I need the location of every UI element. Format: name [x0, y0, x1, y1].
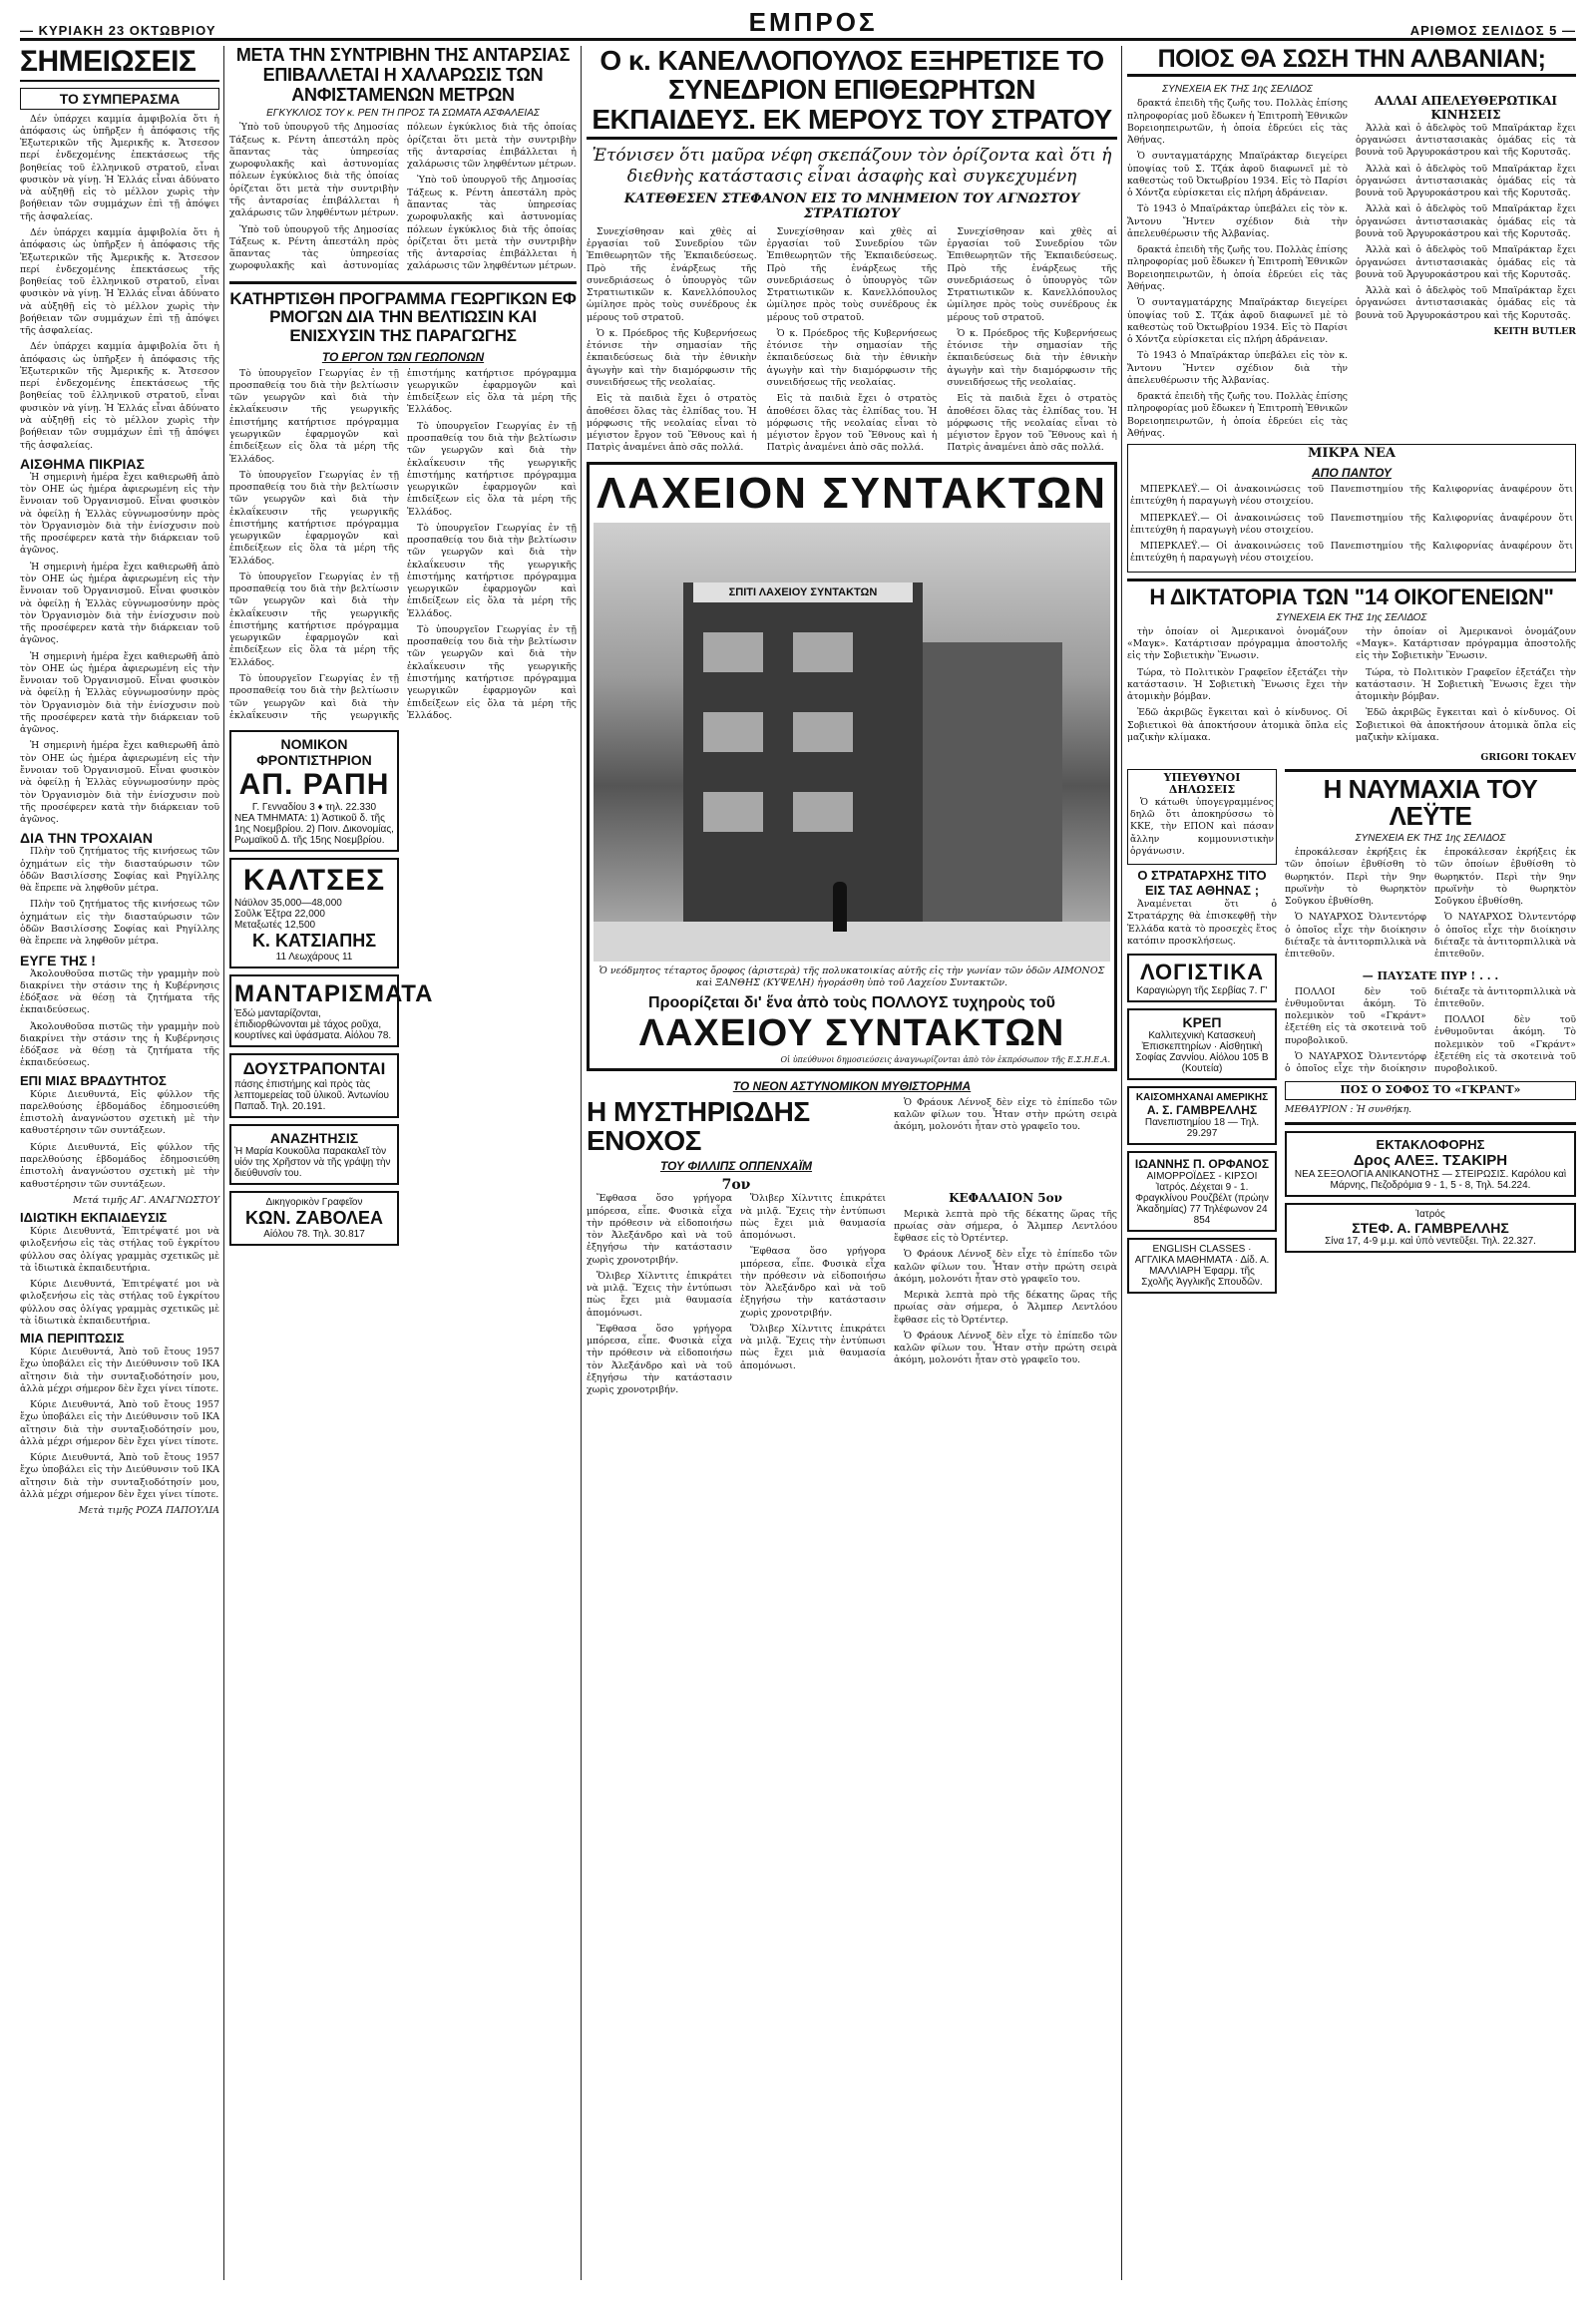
letter-title: ΜΙΑ ΠΕΡΙΠΤΩΣΙΣ: [20, 1331, 125, 1347]
next-issue-note: ΜΕΘΑΥΡΙΟΝ : Ἡ συνθήκη.: [1285, 1104, 1412, 1116]
continued-note: ΣΥΝΕΧΕΙΑ ΕΚ ΤΗΣ 1ης ΣΕΛΙΔΟΣ: [1162, 84, 1313, 96]
article-body: Ἀλλὰ καὶ ὁ ἀδελφὸς τοῦ Μπαϊράκταρ ἔχει ὀργανώσει ἀντιστασιακὰς ὁμάδας εἰς τὰ βουνὰ τοῦ Ἀργυροκάστρου καὶ τῆς Κορυτσᾶς. Ἀλλὰ καὶ ὁ ἀδελφὸς τοῦ Μπαϊράκταρ ἔχει ὀργανώσει ἀντιστασιακὰς ὁμάδας εἰς τὰ βουνὰ τοῦ Ἀργυροκάστρου καὶ τῆς Κορυτσᾶς. Ἀλλὰ καὶ ὁ ἀδελφὸς τοῦ Μπαϊράκταρ ἔχει ὀργανώσει ἀντιστασιακὰς ὁμάδας εἰς τὰ βουνὰ τοῦ Ἀργυροκάστρου καὶ τῆς Κορυτσᾶς. Ἀλλὰ καὶ ὁ ἀδελφὸς τοῦ Μπαϊράκταρ ἔχει ὀργανώσει ἀντιστασιακὰς ὁμάδας εἰς τὰ βουνὰ τοῦ Ἀργυροκάστρου καὶ τῆς Κορυτσᾶς. Ἀλλὰ καὶ ὁ ἀδελφὸς τοῦ Μπαϊράκταρ ἔχει ὀργανώσει ἀντιστασιακὰς ὁμάδας εἰς τὰ βουνὰ τοῦ Ἀργυροκάστρου καὶ τῆς Κορυτσᾶς.: [1356, 122, 1576, 321]
article-headline: ΜΕΤΑ ΤΗΝ ΣΥΝΤΡΙΒΗΝ ΤΗΣ ΑΝΤΑΡΣΙΑΣ ΕΠΙΒΑΛΛΕΤΑΙ Η ΧΑΛΑΡΩΣΙΣ ΤΩΝ ΑΝΦΙΣΤΑΜΕΝΩΝ ΜΕΤΡΩΝ: [235, 45, 571, 105]
article-body: τὴν ὁποίαν οἱ Ἀμερικανοὶ ὀνομάζουν «Μαγκ». Κατάρτισαν πρόγραμμα ἀποστολῆς εἰς τὴν Σοβιετικὴν Ἕνωσιν. Τώρα, τὸ Πολιτικὸν Γραφεῖον ἐξετάζει τὴν κατάστασιν. Ἡ Σοβιετικὴ Ἕνωσις ἔχει τὴν ἀτομικὴν βόμβαν. Ἐδῶ ἀκριβῶς ἔγκειται καὶ ὁ κίνδυνος. Οἱ Σοβιετικοὶ θὰ ἀποκτήσουν ἀτομικὰ ὅπλα εἰς μαζικὴν κλίμακα. τὴν ὁποίαν οἱ Ἀμερικανοὶ ὀνομάζουν «Μαγκ». Κατάρτισαν πρόγραμμα ἀποστολῆς εἰς τὴν Σοβιετικὴν Ἕνωσιν. Τώρα, τὸ Πολιτικὸν Γραφεῖον ἐξετάζει τὴν κατάστασιν. Ἡ Σοβιετικὴ Ἕνωσις ἔχει τὴν ἀτομικὴν βόμβαν. Ἐδῶ ἀκριβῶς ἔγκειται καὶ ὁ κίνδυνος. Οἱ Σοβιετικοὶ θὰ ἀποκτήσουν ἀτομικὰ ὅπλα εἰς μαζικὴν κλίμακα.: [1127, 625, 1576, 743]
article-body: Δέν ὑπάρχει καμμία ἀμφιβολία ὅτι ἡ ἀπόφασις ὡς ὑπῆρξεν ἡ ἀπόφασις τῆς Ἐξωτερικῶν τῆς Ἀμερικῆς κ. Ἄτσεσον περί ἐνδεχομένης ἐπεκτάσεως τῆς βοηθείας τοῦ ἑλληνικοῦ στρατοῦ, εἶναι φυσικὸν νὰ γίνῃ. Ἡ Ἑλλάς εἶναι ἀδύνατο νὰ αὐξηθῇ εἰς τὸ μέλλον χωρὶς τὴν βοήθειαν τῶν συμμάχων ἐπὶ τῇ ἀπόψει τῆς ἀσφαλείας. Δέν ὑπάρχει καμμία ἀμφιβολία ὅτι ἡ ἀπόφασις ὡς ὑπῆρξεν ἡ ἀπόφασις τῆς Ἐξωτερικῶν τῆς Ἀμερικῆς κ. Ἄτσεσον περί ἐνδεχομένης ἐπεκτάσεως τῆς βοηθείας τοῦ ἑλληνικοῦ στρατοῦ, εἶναι φυσικὸν νὰ γίνῃ. Ἡ Ἑλλάς εἶναι ἀδύνατο νὰ αὐξηθῇ εἰς τὸ μέλλον χωρὶς τὴν βοήθειαν τῶν συμμάχων ἐπὶ τῇ ἀπόψει τῆς ἀσφαλείας. Δέν ὑπάρχει καμμία ἀμφιβολία ὅτι ἡ ἀπόφασις ὡς ὑπῆρξεν ἡ ἀπόφασις τῆς Ἐξωτερικῶν τῆς Ἀμερικῆς κ. Ἄτσεσον περί ἐνδεχομένης ἐπεκτάσεως τῆς βοηθείας τοῦ ἑλληνικοῦ στρατοῦ, εἶναι φυσικὸν νὰ γίνῃ. Ἡ Ἑλλάς εἶναι ἀδύνατο νὰ αὐξηθῇ εἰς τὸ μέλλον χωρὶς τὴν βοήθειαν τῶν συμμάχων ἐπὶ τῇ ἀπόψει τῆς ἀσφαλείας.: [20, 113, 219, 451]
masthead: [20, 7, 1576, 41]
ad-stapling: ΔΟΥΣΤΡΑΠΟΝΤΑΙ πάσης ἐπιστήμης καὶ πρὸς τὰς λεπτομερείας τοῦ ὑλικοῦ. Ἀντωνίου Παπαδ. Τηλ. 20.191.: [229, 1053, 399, 1118]
ad-tours: ΕΚΤΑΚΛΟΦΟΡΗΣ Δρος ΑΛΕΞ. ΤΣΑΚΙΡΗ ΝΕΑ ΣΕΞΟΛΟΓΙΑ ΑΝΙΚΑΝΟΤΗΣ — ΣΤΕΙΡΩΣΙΣ. Καρόλου καὶ Μάρνης, Πεζοδρόμια 9 - 1, 5 - 8, Τηλ. 54.224.: [1285, 1131, 1576, 1197]
column-rule: [223, 46, 224, 2280]
article-body: Ἀκολουθοῦσα πιστῶς τὴν γραμμὴν ποὺ διακρίνει τὴν στάσιν της ἡ Κυβέρνησις ἐδόξασε νὰ θέσῃ τὰ ζητήματα τῆς ἐκπαιδεύσεως. Ἀκολουθοῦσα πιστῶς τὴν γραμμὴν ποὺ διακρίνει τὴν στάσιν της ἡ Κυβέρνησις ἐδόξασε νὰ θέσῃ τὰ ζητήματα τῆς ἐκπαιδεύσεως.: [20, 967, 219, 1069]
article-title: ΤΟ ΣΥΜΠΕΡΑΣΜΑ: [20, 88, 219, 110]
ad-accounting: ΛΟΓΙΣΤΙΚΑ Καραγιώργη τῆς Σερβίας 7. Γ': [1127, 954, 1277, 1002]
article-title: ΕΥΓΕ ΤΗΣ !: [20, 952, 96, 968]
ad-krep: ΚΡΕΠ Καλλιτεχνικὴ Κατασκευὴ Ἐπισκεπτηρίων · Αἰσθητικὴ Σοφίας Ζαννίου. Αἰόλου 105 Β (Κουτεία): [1127, 1008, 1277, 1080]
article-title: Ο ΣΤΡΑΤΑΡΧΗΣ ΤΙΤΟ ΕΙΣ ΤΑΣ ΑΘΗΝΑΣ ;: [1137, 868, 1267, 899]
ad-search: ΑΝΑΖΗΤΗΣΙΣ Ἡ Μαρία Κουκοῦλα παρακαλεῖ τὸν υἱόν της Χρῆστον νὰ τῆς γράψῃ τὴν διεύθυνσίν του.: [229, 1124, 399, 1185]
article-subheadline: ΑΛΛΑΙ ΑΠΕΛΕΥΘΕΡΩΤΙΚΑΙ ΚΙΝΗΣΕΙΣ: [1374, 94, 1558, 123]
section-break: — ΠΑΥΣΑΤΕ ΠΥΡ ! . . .: [1362, 968, 1499, 982]
ads-stack: [229, 730, 434, 1246]
lottery-footnote: Οἱ ὑπεύθυνοι δημοσιεύσεις ἀναγνωρίζονται ἀπὸ τὸν ἐκπρόσωπον τῆς Ε.Σ.Η.Ε.Α.: [780, 1054, 1110, 1064]
article-kicker: ΤΟ ΕΡΓΟΝ ΤΩΝ ΓΕΩΠΟΝΩΝ: [321, 349, 485, 364]
byline: GRIGORI TOKAEV: [1480, 752, 1576, 764]
serial-body: Μερικὰ λεπτὰ πρὸ τῆς δέκατης ὥρας τῆς πρωίας σὰν σήμερα, ὁ Ἄλμπερ Λεντλόου ἔφθασε εἰς τὸ Ὀρτέντερ. Ὁ Φράουκ Λέννοξ δὲν εἶχε τὸ ἐπίπεδο τῶν καλῶν φίλων του. Ἦταν στὴν πρώτη σειρὰ ἀκόμη, μολονότι ἦταν στὸ γραφεῖο του. Μερικὰ λεπτὰ πρὸ τῆς δέκατης ὥρας τῆς πρωίας σὰν σήμερα, ὁ Ἄλμπερ Λεντλόου ἔφθασε εἰς τὸ Ὀρτέντερ. Ὁ Φράουκ Λέννοξ δὲν εἶχε τὸ ἐπίπεδο τῶν καλῶν φίλων του. Ἦταν στὴν πρώτη σειρὰ ἀκόμη, μολονότι ἦταν στὸ γραφεῖο του.: [894, 1208, 1117, 1366]
ad-law-office: Δικηγορικὸν Γραφεῖον ΚΩΝ. ΖΑΒΟΛΕΑ Αἰόλου 78. Τηλ. 30.817: [229, 1191, 399, 1246]
article-headline: Η ΔΙΚΤΑΤΟΡΙΑ ΤΩΝ "14 ΟΙΚΟΓΕΝΕΙΩΝ": [1127, 579, 1576, 609]
serial-chapter: 7ον: [721, 1177, 751, 1194]
letter-signature: Μετὰ τιμῆς ΡΟΖΑ ΠΑΠΟΥΛΙΑ: [78, 1505, 219, 1517]
article-deck: Ἐτόνισεν ὅτι μαῦρα νέφη σκεπάζουν τὸν ὁρίζοντα καὶ ὅτι ἡ διεθνὴς κατάστασις εἶναι ἀσαφὴς καὶ συγκεχυμένη: [592, 146, 1112, 187]
masthead-page-number: ΑΡΙΘΜΟΣ ΣΕΛΙΔΟΣ 5 —: [1409, 23, 1576, 38]
serial-body: Ἔφθασα ὅσο γρήγορα μπόρεσα, εἶπε. Φυσικὰ εἶχα τὴν πρόθεσιν νὰ εἰδοποιήσω τὸν Ἀλεξάνδρο καὶ νὰ τοῦ ἐξηγήσω τὴν κατάστασιν χωρὶς χρονοτριβήν. Ὅλιβερ Χίλντιτς ἐπικράτει νὰ μιλᾷ. Ἔχεις τὴν ἐντύπωσι πὼς ἔχει μιὰ θαυμασία ἀπομόνωσι. Ἔφθασα ὅσο γρήγορα μπόρεσα, εἶπε. Φυσικὰ εἶχα τὴν πρόθεσιν νὰ εἰδοποιήσω τὸν Ἀλεξάνδρο καὶ νὰ τοῦ ἐξηγήσω τὴν κατάστασιν χωρὶς χρονοτριβήν. Ὅλιβερ Χίλντιτς ἐπικράτει νὰ μιλᾷ. Ἔχεις τὴν ἐντύπωσι πὼς ἔχει μιὰ θαυμασία ἀπομόνωσι. Ἔφθασα ὅσο γρήγορα μπόρεσα, εἶπε. Φυσικὰ εἶχα τὴν πρόθεσιν νὰ εἰδοποιήσω τὸν Ἀλεξάνδρο καὶ νὰ τοῦ ἐξηγήσω τὴν κατάστασιν χωρὶς χρονοτριβήν. Ὅλιβερ Χίλντιτς ἐπικράτει νὰ μιλᾷ. Ἔχεις τὴν ἐντύπωσι πὼς ἔχει μιὰ θαυμασία ἀπομόνωσι.: [587, 1193, 886, 1396]
masthead-date: — ΚΥΡΙΑΚΗ 23 ΟΚΤΩΒΡΙΟΥ: [20, 23, 216, 38]
article-body: ΠΟΛΛΟΙ δὲν τοῦ ἐνθυμοῦνται ἀκόμη. Τὸ πολεμικὸν τοῦ «Γκράντ» ἐξετέθη εἰς τὰ σκοτεινὰ τοῦ πυροβολικοῦ. Ὁ ΝΑΥΑΡΧΟΣ Ὀλντεντόρφ ὁ ὁποῖος εἶχε τὴν διοίκησιν διέταξε τὰ ἀντιτορπιλλικὰ νὰ ἐπιτεθοῦν. ΠΟΛΛΟΙ δὲν τοῦ ἐνθυμοῦνται ἀκόμη. Τὸ πολεμικὸν τοῦ «Γκράντ» ἐξετέθη εἰς τὰ σκοτεινὰ τοῦ πυροβολικοῦ.: [1285, 985, 1576, 1075]
column-rule: [581, 46, 582, 2280]
serial-title: Η ΜΥΣΤΗΡΙΩΔΗΣ ΕΝΟΧΟΣ: [587, 1095, 810, 1156]
column-notes: [20, 46, 219, 1522]
article-body: Πλὴν τοῦ ζητήματος τῆς κινήσεως τῶν ὀχημάτων εἰς τὴν διασταύρωσιν τῶν ὁδῶν Βασιλίσσης Σοφίας καὶ Ρηγίλλης θὰ ἔπρεπε νὰ ληφθοῦν μέτρα. Πλὴν τοῦ ζητήματος τῆς κινήσεως τῶν ὀχημάτων εἰς τὴν διασταύρωσιν τῶν ὁδῶν Βασιλίσσης Σοφίας καὶ Ρηγίλλης θὰ ἔπρεπε νὰ ληφθοῦν μέτρα.: [20, 846, 219, 948]
ad-law-school: ΝΟΜΙΚΟΝ ΦΡΟΝΤΙΣΤΗΡΙΟΝ ΑΠ. ΡΑΠΗ Γ. Γενναδίου 3 ♦ τηλ. 22.330 ΝΕΑ ΤΜΗΜΑΤΑ: 1) Ἀστικοῦ δ. τῆς 1ης Νοεμβρίου. 2) Ποιν. Δικονομίας, Ρωμαϊκοῦ Δ. τῆς 15ης Νοεμβρίου.: [229, 730, 399, 852]
article-title: ΔΙΑ ΤΗΝ ΤΡΟΧΑΙΑΝ: [20, 830, 153, 847]
byline: KEITH BUTLER: [1493, 325, 1576, 337]
continued-note: ΣΥΝΕΧΕΙΑ ΕΚ ΤΗΣ 1ης ΣΕΛΙΔΟΣ: [1355, 833, 1506, 845]
ad-darning: ΜΑΝΤΑΡΙΣΜΑΤΑ Ἐδώ μανταρίζονται, ἐπιδιορθώνονται μὲ τάχος ροῦχα, κουρτίνες καὶ ὑφάσματα. Αἰόλου 78.: [229, 974, 399, 1047]
lottery-title: ΛΑΧΕΙΟΝ ΣΥΝΤΑΚΤΩΝ: [596, 468, 1108, 518]
ad-stockings: ΚΑΛΤΣΕΣ Νάϋλον 35,000—48,000 Σοῦλκ Ἐξτρα 22,000 Μεταξωτές 12,500 Κ. ΚΑΤΣΙΑΠΗΣ 11 Λεωχάρους 11: [229, 858, 399, 968]
photo-signage: ΣΠΙΤΙ ΛΑΧΕΙΟΥ ΣΥΝΤΑΚΤΩΝ: [693, 582, 913, 602]
letter-body: Κύριε Διευθυντά, Εἰς φύλλον τῆς παρελθούσης ἑβδομάδος ἐδημοσιεύθη ἐπιστολὴ ἀναγνώστου σχετικὴ μὲ τὴν καθυστέρησιν τῶν συντάξεων. Κύριε Διευθυντά, Εἰς φύλλον τῆς παρελθούσης ἑβδομάδος ἐδημοσιεύθη ἐπιστολὴ ἀναγνώστου σχετικὴ μὲ τὴν καθυστέρησιν τῶν συντάξεων.: [20, 1088, 219, 1190]
continued-note: ΣΥΝΕΧΕΙΑ ΕΚ ΤΗΣ 1ης ΣΕΛΙΔΟΣ: [1276, 611, 1427, 623]
column-three: [587, 46, 1117, 1486]
letter-signature: Μετά τιμῆς ΑΓ. ΑΝΑΓΝΩΣΤΟΥ: [73, 1194, 219, 1206]
building-photo: [594, 523, 1110, 962]
newspaper-page: [20, 7, 1576, 2286]
ad-doctor: Ἰατρός ΣΤΕΦ. Α. ΓΑΜΒΡΕΛΛΗΣ Σίνα 17, 4-9 μ.μ. καὶ ὑπὸ νεντεῦξει. Τηλ. 22.327.: [1285, 1203, 1576, 1253]
column-two: [229, 46, 577, 1252]
section-title: ΣΗΜΕΙΩΣΕΙΣ: [20, 46, 219, 82]
masthead-title: ΕΜΠΡΟΣ: [748, 7, 878, 37]
article-headline: Ο κ. ΚΑΝΕΛΛΟΠΟΥΛΟΣ ΕΞΗΡΕΤΙΣΕ ΤΟ ΣΥΝΕΔΡΙΟΝ ΕΠΙΘΕΩΡΗΤΩΝ ΕΚΠΑΙΔΕΥΣ. ΕΚ ΜΕΡΟΥΣ ΤΟΥ ΣΤΡΑΤΟΥ: [587, 46, 1117, 140]
serial-author: ΤΟΥ ΦΙΛΛΙΠΣ ΟΠΠΕΝΧΑΪΜ: [659, 1159, 813, 1174]
article-body: ἐπροκάλεσαν ἐκρήξεις ἐκ τῶν ὁποίων ἐβυθίσθη τὸ θωρηκτόν. Περὶ τὴν 9ην πρωϊνὴν τὸ θωρηκτὸν Σοῦγκου ἐβυθίσθη. Ὁ ΝΑΥΑΡΧΟΣ Ὀλντεντόρφ ὁ ὁποῖος εἶχε τὴν διοίκησιν διέταξε τὰ ἀντιτορπιλλικὰ νὰ ἐπιτεθοῦν. ἐπροκάλεσαν ἐκρήξεις ἐκ τῶν ὁποίων ἐβυθίσθη τὸ θωρηκτόν. Περὶ τὴν 9ην πρωϊνὴν τὸ θωρηκτὸν Σοῦγκου ἐβυθίσθη. Ὁ ΝΑΥΑΡΧΟΣ Ὀλντεντόρφ ὁ ὁποῖος εἶχε τὴν διοίκησιν διέταξε τὰ ἀντιτορπιλλικὰ νὰ ἐπιτεθοῦν.: [1285, 847, 1576, 961]
article-subheadline: ΚΑΤΕΘΕΣΕΝ ΣΤΕΦΑΝΟΝ ΕΙΣ ΤΟ ΜΝΗΜΕΙΟΝ ΤΟΥ ΑΓΝΩΣΤΟΥ ΣΤΡΑΤΙΩΤΟΥ: [623, 191, 1080, 221]
article-body: Ὑπὸ τοῦ ὑπουργοῦ τῆς Δημοσίας Τάξεως κ. Ρέντη ἀπεστάλη πρὸς ἅπαντας τὰς ὑπηρεσίας χωροφυλακῆς καὶ ἀστυνομίας πόλεων ἐγκύκλιος διὰ τῆς ὁποίας ὁρίζεται ὅτι μετὰ τὴν συντριβὴν τῆς ἀνταρσίας ἐπιβάλλεται ἡ χαλάρωσις τῶν ληφθέντων μέτρων. Ὑπὸ τοῦ ὑπουργοῦ τῆς Δημοσίας Τάξεως κ. Ρέντη ἀπεστάλη πρὸς ἅπαντας τὰς ὑπηρεσίας χωροφυλακῆς καὶ ἀστυνομίας πόλεων ἐγκύκλιος διὰ τῆς ὁποίας ὁρίζεται ὅτι μετὰ τὴν συντριβὴν τῆς ἀνταρσίας ἐπιβάλλεται ἡ χαλάρωσις τῶν ληφθέντων μέτρων. Ὑπὸ τοῦ ὑπουργοῦ τῆς Δημοσίας Τάξεως κ. Ρέντη ἀπεστάλη πρὸς ἅπαντας τὰς ὑπηρεσίας χωροφυλακῆς καὶ ἀστυνομίας πόλεων ἐγκύκλιος διὰ τῆς ὁποίας ὁρίζεται ὅτι μετὰ τὴν συντριβὴν τῆς ἀνταρσίας ἐπιβάλλεται ἡ χαλάρωσις τῶν ληφθέντων μέτρων.: [229, 122, 577, 272]
article-subheadline: ΕΓΚΥΚΛΙΟΣ ΤΟΥ κ. ΡΕΝ ΤΗ ΠΡΟΣ ΤΑ ΣΩΜΑΤΑ ΑΣΦΑΛΕΙΑΣ: [266, 108, 540, 120]
lottery-bottom: ΛΑΧΕΙΟΥ ΣΥΝΤΑΚΤΩΝ: [638, 1011, 1065, 1054]
article-body: Ἡ σημερινὴ ἡμέρα ἔχει καθιερωθῆ ἀπὸ τὸν ΟΗΕ ὡς ἡμέρα ἀφιερωμένη εἰς τὴν ἔννοιαν τοῦ Ὀργανισμοῦ. Εἶναι φυσικὸν νὰ ὀφείλῃ ἡ Ἑλλὰς εὐγνωμοσύνην πρὸς τὸν Ὀργανισμὸν διὰ τὴν ἐνίσχυσιν ποὺ τῆς προσέφερεν κατὰ τὴν διάρκειαν τοῦ ἀγῶνος. Ἡ σημερινὴ ἡμέρα ἔχει καθιερωθῆ ἀπὸ τὸν ΟΗΕ ὡς ἡμέρα ἀφιερωμένη εἰς τὴν ἔννοιαν τοῦ Ὀργανισμοῦ. Εἶναι φυσικὸν νὰ ὀφείλῃ ἡ Ἑλλὰς εὐγνωμοσύνην πρὸς τὸν Ὀργανισμὸν διὰ τὴν ἐνίσχυσιν ποὺ τῆς προσέφερεν κατὰ τὴν διάρκειαν τοῦ ἀγῶνος. Ἡ σημερινὴ ἡμέρα ἔχει καθιερωθῆ ἀπὸ τὸν ΟΗΕ ὡς ἡμέρα ἀφιερωμένη εἰς τὴν ἔννοιαν τοῦ Ὀργανισμοῦ. Εἶναι φυσικὸν νὰ ὀφείλῃ ἡ Ἑλλὰς εὐγνωμοσύνην πρὸς τὸν Ὀργανισμὸν διὰ τὴν ἐνίσχυσιν ποὺ τῆς προσέφερεν κατὰ τὴν διάρκειαν τοῦ ἀγῶνος. Ἡ σημερινὴ ἡμέρα ἔχει καθιερωθῆ ἀπὸ τὸν ΟΗΕ ὡς ἡμέρα ἀφιερωμένη εἰς τὴν ἔννοιαν τοῦ Ὀργανισμοῦ. Εἶναι φυσικὸν νὰ ὀφείλῃ ἡ Ἑλλὰς εὐγνωμοσύνην πρὸς τὸν Ὀργανισμὸν διὰ τὴν ἐνίσχυσιν ποὺ τῆς προσέφερεν κατὰ τὴν διάρκειαν τοῦ ἀγῶνος.: [20, 471, 219, 826]
article-body: δρακτά ἐπειδὴ τῆς ζωῆς του. Πολλὰς ἐπίσης πληροφορίας μοῦ ἔδωκεν ἡ Ἐπιτροπὴ Ἐθνικῶν Βορειοηπειρωτῶν, ἡ ὁποία ἐδρεύει εἰς τὰς Ἀθήνας. Ὁ συνταγματάρχης Μπαϊράκταρ διεγείρει ὑποψίας τοῦ Σ. Τζάκ ἀφοῦ διαφωνεῖ μὲ τὸ καθεστὼς τοῦ Ὀκτωβρίου 1934. Εἰς τὸ Παρίσι ὁ Χόντζα εὑρίσκεται εἰς πλήρη ἀδράνειαν. Τὸ 1943 ὁ Μπαϊράκταρ ὑπεβάλει εἰς τὸν κ. Ἄντονυ Ἤντεν σχέδιον διὰ τὴν ἀπελευθέρωσιν τῆς Ἀλβανίας. δρακτά ἐπειδὴ τῆς ζωῆς του. Πολλὰς ἐπίσης πληροφορίας μοῦ ἔδωκεν ἡ Ἐπιτροπὴ Ἐθνικῶν Βορειοηπειρωτῶν, ἡ ὁποία ἐδρεύει εἰς τὰς Ἀθήνας. Ὁ συνταγματάρχης Μπαϊράκταρ διεγείρει ὑποψίας τοῦ Σ. Τζάκ ἀφοῦ διαφωνεῖ μὲ τὸ καθεστὼς τοῦ Ὀκτωβρίου 1934. Εἰς τὸ Παρίσι ὁ Χόντζα εὑρίσκεται εἰς πλήρη ἀδράνειαν. Τὸ 1943 ὁ Μπαϊράκταρ ὑπεβάλει εἰς τὸν κ. Ἄντονυ Ἤντεν σχέδιον διὰ τὴν ἀπελευθέρωσιν τῆς Ἀλβανίας. δρακτά ἐπειδὴ τῆς ζωῆς του. Πολλὰς ἐπίσης πληροφορίας μοῦ ἔδωκεν ἡ Ἐπιτροπὴ Ἐθνικῶν Βορειοηπειρωτῶν, ἡ ὁποία ἐδρεύει εἰς τὰς Ἀθήνας.: [1127, 98, 1348, 439]
column-rule: [1121, 46, 1122, 2280]
ad-typewriters: ΚΑΙΣΟΜΗΧΑΝΑΙ ΑΜΕΡΙΚΗΣ Α. Σ. ΓΑΜΒΡΕΛΛΗΣ Πανεπιστημίου 18 — Τηλ. 29.297: [1127, 1086, 1277, 1145]
article-headline: ΠΟΙΟΣ ΘΑ ΣΩΣΗ ΤΗΝ ΑΛΒΑΝΙΑΝ;: [1127, 46, 1576, 77]
lottery-note: Προορίζεται δι' ἕνα ἀπὸ τοὺς ΠΟΛΛΟΥΣ τυχηροὺς τοῦ: [648, 993, 1055, 1011]
serial-chapter: ΚΕΦΑΛΑΙΟΝ 5ον: [949, 1190, 1062, 1205]
article-body: Συνεχίσθησαν καὶ χθὲς αἱ ἐργασίαι τοῦ Συνεδρίου τῶν Ἐπιθεωρητῶν τῆς Ἐκπαιδεύσεως. Πρὸ τῆς ἐνάρξεως τῆς συνεδριάσεως ὁ ὑπουργὸς τῶν Στρατιωτικῶν κ. Κανελλόπουλος ὡμίλησε πρὸς τοὺς συνέδρους ἐκ μέρους τοῦ στρατοῦ. Ὁ κ. Πρόεδρος τῆς Κυβερνήσεως ἐτόνισε τὴν σημασίαν τῆς ἐκπαιδεύσεως διὰ τὴν ἐθνικὴν ἀγωγὴν καὶ τὴν διαμόρφωσιν τῆς συνειδήσεως τῆς νεολαίας. Εἰς τὰ παιδιὰ ἔχει ὁ στρατὸς ἀποθέσει ὅλας τὰς ἐλπίδας του. Ἡ μόρφωσις τῆς νεολαίας εἶναι τὸ μέγιστον ἔργον τοῦ Ἔθνους καὶ ἡ Πατρὶς ἀναμένει ἀπὸ σᾶς πολλά. Συνεχίσθησαν καὶ χθὲς αἱ ἐργασίαι τοῦ Συνεδρίου τῶν Ἐπιθεωρητῶν τῆς Ἐκπαιδεύσεως. Πρὸ τῆς ἐνάρξεως τῆς συνεδριάσεως ὁ ὑπουργὸς τῶν Στρατιωτικῶν κ. Κανελλόπουλος ὡμίλησε πρὸς τοὺς συνέδρους ἐκ μέρους τοῦ στρατοῦ. Ὁ κ. Πρόεδρος τῆς Κυβερνήσεως ἐτόνισε τὴν σημασίαν τῆς ἐκπαιδεύσεως διὰ τὴν ἐθνικὴν ἀγωγὴν καὶ τὴν διαμόρφωσιν τῆς συνειδήσεως τῆς νεολαίας. Εἰς τὰ παιδιὰ ἔχει ὁ στρατὸς ἀποθέσει ὅλας τὰς ἐλπίδας του. Ἡ μόρφωσις τῆς νεολαίας εἶναι τὸ μέγιστον ἔργον τοῦ Ἔθνους καὶ ἡ Πατρὶς ἀναμένει ἀπὸ σᾶς πολλά. Συνεχίσθησαν καὶ χθὲς αἱ ἐργασίαι τοῦ Συνεδρίου τῶν Ἐπιθεωρητῶν τῆς Ἐκπαιδεύσεως. Πρὸ τῆς ἐνάρξεως τῆς συνεδριάσεως ὁ ὑπουργὸς τῶν Στρατιωτικῶν κ. Κανελλόπουλος ὡμίλησε πρὸς τοὺς συνέδρους ἐκ μέρους τοῦ στρατοῦ. Ὁ κ. Πρόεδρος τῆς Κυβερνήσεως ἐτόνισε τὴν σημασίαν τῆς ἐκπαιδεύσεως διὰ τὴν ἐθνικὴν ἀγωγὴν καὶ τὴν διαμόρφωσιν τῆς συνειδήσεως τῆς νεολαίας. Εἰς τὰ παιδιὰ ἔχει ὁ στρατὸς ἀποθέσει ὅλας τὰς ἐλπίδας του. Ἡ μόρφωσις τῆς νεολαίας εἶναι τὸ μέγιστον ἔργον τοῦ Ἔθνους καὶ ἡ Πατρὶς ἀναμένει ἀπὸ σᾶς πολλά.: [587, 225, 1117, 454]
letter-title: ΙΔΙΩΤΙΚΗ ΕΚΠΑΙΔΕΥΣΙΣ: [20, 1210, 168, 1226]
small-news-box: ΜΙΚΡΑ ΝΕΑ ΑΠΟ ΠΑΝΤΟΥ ΜΠΕΡΚΛΕΫ.— Οἱ ἀνακοινώσεις τοῦ Πανεπιστημίου τῆς Καλιφορνίας ἀναφέρουν ὅτι ἐπιτεύχθη ἡ παραγωγὴ νέου στοιχείου. ΜΠΕΡΚΛΕΫ.— Οἱ ἀνακοινώσεις τοῦ Πανεπιστημίου τῆς Καλιφορνίας ἀναφέρουν ὅτι ἐπιτεύχθη ἡ παραγωγὴ νέου στοιχείου. ΜΠΕΡΚΛΕΫ.— Οἱ ἀνακοινώσεις τοῦ Πανεπιστημίου τῆς Καλιφορνίας ἀναφέρουν ὅτι ἐπιτεύχθη ἡ παραγωγὴ νέου στοιχείου.: [1127, 444, 1576, 573]
ad-surgeon: ΙΩΑΝΝΗΣ Π. ΟΡΦΑΝΟΣ ΑΙΜΟΡΡΟΪΔΕΣ - ΚΙΡΣΟΙ Ἰατρός. Δέχεται 9 - 1. Φραγκλίνου Ρουζβέλτ (πρώην Ἀκαδημίας) 77 Τηλέφωνον 24 854: [1127, 1151, 1277, 1232]
letter-title: ΕΠΙ ΜΙΑΣ ΒΡΑΔΥΤΗΤΟΣ: [20, 1072, 167, 1088]
ad-english: ENGLISH CLASSES · ΑΓΓΛΙΚΑ ΜΑΘΗΜΑΤΑ · Δίδ. Α. ΜΑΛΛΙΑΡΗ Ἐφαρμ. τῆς Σχολῆς Ἀγγλικῆς Σπουδῶν.: [1127, 1238, 1277, 1294]
declarations-box: ΥΠΕΥΘΥΝΟΙ ΔΗΛΩΣΕΙΣ Ὁ κάτωθι ὑπογεγραμμένος δηλῶ ὅτι ἀποκηρύσσω τὸ ΚΚΕ, τὴν ΕΠΟΝ καὶ πάσαν ἄλλην κομμουνιστικὴν ὀργάνωσιν.: [1127, 769, 1277, 866]
serial-body: Ὁ Φράουκ Λέννοξ δὲν εἶχε τὸ ἐπίπεδο τῶν καλῶν φίλων του. Ἦταν στὴν πρώτη σειρὰ ἀκόμη, μολονότι ἦταν στὸ γραφεῖο του.: [894, 1096, 1117, 1133]
article-body: Τὸ ὑπουργεῖον Γεωργίας ἐν τῇ προσπαθείᾳ του διὰ τὴν βελτίωσιν τῶν γεωργῶν καὶ διὰ τὴν ἐκλαΐκευσιν τῆς γεωργικῆς ἐπιστήμης κατήρτισε πρόγραμμα γεωργικῶν ἐφαρμογῶν καὶ ἐπιδείξεων εἰς ὅλα τὰ μέρη τῆς Ἑλλάδος. Τὸ ὑπουργεῖον Γεωργίας ἐν τῇ προσπαθείᾳ του διὰ τὴν βελτίωσιν τῶν γεωργῶν καὶ διὰ τὴν ἐκλαΐκευσιν τῆς γεωργικῆς ἐπιστήμης κατήρτισε πρόγραμμα γεωργικῶν ἐφαρμογῶν καὶ ἐπιδείξεων εἰς ὅλα τὰ μέρη τῆς Ἑλλάδος. Τὸ ὑπουργεῖον Γεωργίας ἐν τῇ προσπαθείᾳ του διὰ τὴν βελτίωσιν τῶν γεωργῶν καὶ διὰ τὴν ἐκλαΐκευσιν τῆς γεωργικῆς ἐπιστήμης κατήρτισε πρόγραμμα γεωργικῶν ἐφαρμογῶν καὶ ἐπιδείξεων εἰς ὅλα τὰ μέρη τῆς Ἑλλάδος. Τὸ ὑπουργεῖον Γεωργίας ἐν τῇ προσπαθείᾳ του διὰ τὴν βελτίωσιν τῶν γεωργῶν καὶ διὰ τὴν ἐκλαΐκευσιν τῆς γεωργικῆς ἐπιστήμης κατήρτισε πρόγραμμα γεωργικῶν ἐφαρμογῶν καὶ ἐπιδείξεων εἰς ὅλα τὰ μέρη τῆς Ἑλλάδος. Τὸ ὑπουργεῖον Γεωργίας ἐν τῇ προσπαθείᾳ του διὰ τὴν βελτίωσιν τῶν γεωργῶν καὶ διὰ τὴν ἐκλαΐκευσιν τῆς γεωργικῆς ἐπιστήμης κατήρτισε πρόγραμμα γεωργικῶν ἐφαρμογῶν καὶ ἐπιδείξεων εἰς ὅλα τὰ μέρη τῆς Ἑλλάδος. Τὸ ὑπουργεῖον Γεωργίας ἐν τῇ προσπαθείᾳ του διὰ τὴν βελτίωσιν τῶν γεωργῶν καὶ διὰ τὴν ἐκλαΐκευσιν τῆς γεωργικῆς ἐπιστήμης κατήρτισε πρόγραμμα γεωργικῶν ἐφαρμογῶν καὶ ἐπιδείξεων εἰς ὅλα τὰ μέρη τῆς Ἑλλάδος. Τὸ ὑπουργεῖον Γεωργίας ἐν τῇ προσπαθείᾳ του διὰ τὴν βελτίωσιν τῶν γεωργῶν καὶ διὰ τὴν ἐκλαΐκευσιν τῆς γεωργικῆς ἐπιστήμης κατήρτισε πρόγραμμα γεωργικῶν ἐφαρμογῶν καὶ ἐπιδείξεων εἰς ὅλα τὰ μέρη τῆς Ἑλλάδος.: [229, 367, 577, 721]
article-title: ΑΙΣΘΗΜΑ ΠΙΚΡΙΑΣ: [20, 455, 145, 472]
serial-banner: ΤΟ ΝΕΟΝ ΑΣΤΥΝΟΜΙΚΟΝ ΜΥΘΙΣΤΟΡΗΜΑ: [732, 1078, 972, 1093]
article-headline: Η ΝΑΥΜΑΧΙΑ ΤΟΥ ΛΕΫΤΕ: [1285, 769, 1576, 831]
box-title: ΠΟΣ Ο ΣΟΦΟΣ ΤΟ «ΓΚΡΑΝΤ»: [1285, 1081, 1576, 1100]
photo-caption: Ὁ νεόδμητος τέταρτος ὄροφος (ἀριστερὰ) τῆς πολυκατοικίας αὐτῆς εἰς τὴν γωνίαν τῶν ὁδῶν ΑΙΜΟΝΟΣ καὶ ΞΑΝΘΗΣ (ΚΥΨΕΛΗ) ἠγοράσθη ὑπὸ τοῦ Λαχείου Συντακτῶν.: [598, 965, 1105, 989]
letter-body: Κύριε Διευθυντά, Ἐπιτρέψατέ μοι νὰ φιλοξενήσω εἰς τὰς στήλας τοῦ ἐγκρίτου φύλλου σας ὀλίγας γραμμὰς σχετικῶς μὲ τὰ ἰδιωτικὰ ἐκπαιδευτήρια. Κύριε Διευθυντά, Ἐπιτρέψατέ μοι νὰ φιλοξενήσω εἰς τὰς στήλας τοῦ ἐγκρίτου φύλλου σας ὀλίγας γραμμὰς σχετικῶς μὲ τὰ ἰδιωτικὰ ἐκπαιδευτήρια.: [20, 1226, 219, 1327]
column-four: ΠΟΙΟΣ ΘΑ ΣΩΣΗ ΤΗΝ ΑΛΒΑΝΙΑΝ; ΣΥΝΕΧΕΙΑ ΕΚ ΤΗΣ 1ης ΣΕΛΙΔΟΣ δρακτά ἐπειδὴ τῆς ζωῆς του. Πολλὰς ἐπίσης πληροφορίας μοῦ ἔδωκεν ἡ Ἐπιτροπὴ Ἐθνικῶν Βορειοηπειρωτῶν, ἡ ὁποία ἐδρεύει εἰς τὰς Ἀθήνας. Ὁ συνταγματάρχης Μπαϊράκταρ διεγείρει ὑποψίας τοῦ Σ. Τζάκ ἀφοῦ διαφωνεῖ μὲ τὸ καθεστὼς τοῦ Ὀκτωβρίου 1934. Εἰς τὸ Παρίσι ὁ Χόντζα εὑρίσκεται εἰς πλήρη ἀδράνειαν. Τὸ 1943 ὁ Μπαϊράκταρ ὑπεβάλει εἰς τὸν κ. Ἄντονυ Ἤντεν σχέδιον διὰ τὴν ἀπελευθέρωσιν τῆς Ἀλβανίας. δρακτά ἐπειδὴ τῆς ζωῆς του. Πολλὰς ἐπίσης πληροφορίας μοῦ ἔδωκεν ἡ Ἐπιτροπὴ Ἐθνικῶν Βορειοηπειρωτῶν, ἡ ὁποία ἐδρεύει εἰς τὰς Ἀθήνας. Ὁ συνταγματάρχης Μπαϊράκταρ διεγείρει ὑποψίας τοῦ Σ. Τζάκ ἀφοῦ διαφωνεῖ μὲ τὸ καθεστὼς τοῦ Ὀκτωβρίου 1934. Εἰς τὸ Παρίσι ὁ Χόντζα εὑρίσκεται εἰς πλήρη ἀδράνειαν. Τὸ 1943 ὁ Μπαϊράκταρ ὑπεβάλει εἰς τὸν κ. Ἄντονυ Ἤντεν σχέδιον διὰ τὴν ἀπελευθέρωσιν τῆς Ἀλβανίας. δρακτά ἐπειδὴ τῆς ζωῆς του. Πολλὰς ἐπίσης πληροφορίας μοῦ ἔδωκεν ἡ Ἐπιτροπὴ Ἐθνικῶν Βορειοηπειρωτῶν, ἡ ὁποία ἐδρεύει εἰς τὰς Ἀθήνας. ΑΛΛΑΙ ΑΠΕΛΕΥΘΕΡΩΤΙΚΑΙ ΚΙΝΗΣΕΙΣ Ἀλλὰ καὶ ὁ ἀδελφὸς τοῦ Μπαϊράκταρ ἔχει ὀργανώσει ἀντιστασιακὰς ὁμάδας εἰς τὰ βουνὰ τοῦ Ἀργυροκάστρου καὶ τῆς Κορυτσᾶς. Ἀλλὰ καὶ ὁ ἀδελφὸς τοῦ Μπαϊράκταρ ἔχει ὀργανώσει ἀντιστασιακὰς ὁμάδας εἰς τὰ βουνὰ τοῦ Ἀργυροκάστρου καὶ τῆς Κορυτσᾶς. Ἀλλὰ καὶ ὁ ἀδελφὸς τοῦ Μπαϊράκταρ ἔχει ὀργανώσει ἀντιστασιακὰς ὁμάδας εἰς τὰ βουνὰ τοῦ Ἀργυροκάστρου καὶ τῆς Κορυτσᾶς. Ἀλλὰ καὶ ὁ ἀδελφὸς τοῦ Μπαϊράκταρ ἔχει ὀργανώσει ἀντιστασιακὰς ὁμάδας εἰς τὰ βουνὰ τοῦ Ἀργυροκάστρου καὶ τῆς Κορυτσᾶς. Ἀλλὰ καὶ ὁ ἀδελφὸς τοῦ Μπαϊράκταρ ἔχει ὀργανώσει ἀντιστασιακὰς ὁμάδας εἰς τὰ βουνὰ τοῦ Ἀργυροκάστρου καὶ τῆς Κορυτσᾶς. KEITH BUTLER ΜΙΚΡΑ ΝΕΑ ΑΠΟ ΠΑΝΤΟΥ ΜΠΕΡΚΛΕΫ.— Οἱ ἀνακοινώσεις τοῦ Πανεπιστημίου τῆς Καλιφορνίας ἀναφέρουν ὅτι ἐπιτεύχθη ἡ παραγωγὴ νέου στοιχείου. ΜΠΕΡΚΛΕΫ.— Οἱ ἀνακοινώσεις τοῦ Πανεπιστημίου τῆς Καλιφορνίας ἀναφέρουν ὅτι ἐπιτεύχθη ἡ παραγωγὴ νέου στοιχείου. ΜΠΕΡΚΛΕΫ.— Οἱ ἀνακοινώσεις τοῦ Πανεπιστημίου τῆς Καλιφορνίας ἀναφέρουν ὅτι ἐπιτεύχθη ἡ παραγωγὴ νέου στοιχείου. Η ΔΙΚΤΑΤΟΡΙΑ ΤΩΝ "14 ΟΙΚΟΓΕΝΕΙΩΝ" ΣΥΝΕΧΕΙΑ ΕΚ ΤΗΣ 1ης ΣΕΛΙΔΟΣ τὴν ὁποίαν οἱ Ἀμερικανοὶ ὀνομάζουν «Μαγκ». Κατάρτισαν πρόγραμμα ἀποστολῆς εἰς τὴν Σοβιετικὴν Ἕνωσιν. Τώρα, τὸ Πολιτικὸν Γραφεῖον ἐξετάζει τὴν κατάστασιν. Ἡ Σοβιετικὴ Ἕνωσις ἔχει τὴν ἀτομικὴν βόμβαν. Ἐδῶ ἀκριβῶς ἔγκειται καὶ ὁ κίνδυνος. Οἱ Σοβιετικοὶ θὰ ἀποκτήσουν ἀτομικὰ ὅπλα εἰς μαζικὴν κλίμακα. τὴν ὁποίαν οἱ Ἀμερικανοὶ ὀνομάζουν «Μαγκ». Κατάρτισαν πρόγραμμα ἀποστολῆς εἰς τὴν Σοβιετικὴν Ἕνωσιν. Τώρα, τὸ Πολιτικὸν Γραφεῖον ἐξετάζει τὴν κατάστασιν. Ἡ Σοβιετικὴ Ἕνωσις ἔχει τὴν ἀτομικὴν βόμβαν. Ἐδῶ ἀκριβῶς ἔγκειται καὶ ὁ κίνδυνος. Οἱ Σοβιετικοὶ θὰ ἀποκτήσουν ἀτομικὰ ὅπλα εἰς μαζικὴν κλίμακα. GRIGORI TOKAEV ΥΠΕΥΘΥΝΟΙ ΔΗΛΩΣΕΙΣ Ὁ κάτωθι ὑπογεγραμμένος δηλῶ ὅτι ἀποκηρύσσω τὸ ΚΚΕ, τὴν ΕΠΟΝ καὶ πάσαν ἄλλην κομμουνιστικὴν ὀργάνωσιν. Ο ΣΤΡΑΤΑΡΧΗΣ ΤΙΤΟ ΕΙΣ ΤΑΣ ΑΘΗΝΑΣ ; Ἀναμένεται ὅτι ὁ Στρατάρχης θὰ ἐπισκεφθῇ τὴν Ἑλλάδα κατὰ τὸ προσεχὲς ἔτος κατόπιν προσκλήσεως. ΛΟΓΙΣΤΙΚΑ Καραγιώργη τῆς Σερβίας 7. Γ' ΚΡΕΠ Καλλιτεχνικὴ Κατασκευὴ Ἐπισκεπτηρίων · Αἰσθητικὴ Σοφίας Ζαννίου. Αἰόλου 105 Β (Κουτεία) ΚΑΙΣΟΜΗΧΑΝΑΙ ΑΜΕΡΙΚΗΣ Α. Σ. ΓΑΜΒΡΕΛΛΗΣ Πανεπιστημίου 18 — Τηλ. 29.297 ΙΩΑΝΝΗΣ Π. ΟΡΦΑΝΟΣ ΑΙΜΟΡΡΟΪΔΕΣ - ΚΙΡΣΟΙ Ἰατρός. Δέχεται 9 - 1. Φραγκλίνου Ρουζβέλτ (πρώην Ἀκαδημίας) 77 Τηλέφωνον 24 854 ENGLISH CLASSES · ΑΓΓΛΙΚΑ ΜΑΘΗΜΑΤΑ · Δίδ. Α. ΜΑΛΛΙΑΡΗ Ἐφαρμ. τῆς Σχολῆς Ἀγγλικῆς Σπουδῶν. Η ΝΑΥΜΑΧΙΑ ΤΟΥ ΛΕΫΤΕ ΣΥΝΕΧΕΙΑ ΕΚ ΤΗΣ 1ης ΣΕΛΙΔΟΣ ἐπροκάλεσαν ἐκρήξεις ἐκ τῶν ὁποίων ἐβυθίσθη τὸ θωρηκτόν. Περὶ τὴν 9ην πρωϊνὴν τὸ θωρηκτὸν Σοῦγκου ἐβυθίσθη. Ὁ ΝΑΥΑΡΧΟΣ Ὀλντεντόρφ ὁ ὁποῖος εἶχε τὴν διοίκησιν διέταξε τὰ ἀντιτορπιλλικὰ νὰ ἐπιτεθοῦν. ἐπροκάλεσαν ἐκρήξεις ἐκ τῶν ὁποίων ἐβυθίσθη τὸ θωρηκτόν. Περὶ τὴν 9ην πρωϊνὴν τὸ θωρηκτὸν Σοῦγκου ἐβυθίσθη. Ὁ ΝΑΥΑΡΧΟΣ Ὀλντεντόρφ ὁ ὁποῖος εἶχε τὴν διοίκησιν διέταξε τὰ ἀντιτορπιλλικὰ νὰ ἐπιτεθοῦν. — ΠΑΥΣΑΤΕ ΠΥΡ ! . . . ΠΟΛΛΟΙ δὲν τοῦ ἐνθυμοῦνται ἀκόμη. Τὸ πολεμικὸν τοῦ «Γκράντ» ἐξετέθη εἰς τὰ σκοτεινὰ τοῦ πυροβολικοῦ. Ὁ ΝΑΥΑΡΧΟΣ Ὀλντεντόρφ ὁ ὁποῖος εἶχε τὴν διοίκησιν διέταξε τὰ ἀντιτορπιλλικὰ νὰ ἐπιτεθοῦν. ΠΟΛΛΟΙ δὲν τοῦ ἐνθυμοῦνται ἀκόμη. Τὸ πολεμικὸν τοῦ «Γκράντ» ἐξετέθη εἰς τὰ σκοτεινὰ τοῦ πυροβολικοῦ. ΠΟΣ Ο ΣΟΦΟΣ ΤΟ «ΓΚΡΑΝΤ» ΜΕΘΑΥΡΙΟΝ : Ἡ συνθήκη. ΕΚΤΑΚΛΟΦΟΡΗΣ Δρος ΑΛΕΞ. ΤΣΑΚΙΡΗ ΝΕΑ ΣΕΞΟΛΟΓΙΑ ΑΝΙΚΑΝΟΤΗΣ — ΣΤΕΙΡΩΣΙΣ. Καρόλου καὶ Μάρνης, Πεζοδρόμια 9 - 1, 5 - 8, Τηλ. 54.224. Ἰατρός ΣΤΕΦ. Α. ΓΑΜΒΡΕΛΛΗΣ Σίνα 17, 4-9 μ.μ. καὶ ὑπὸ νεντεῦξει. Τηλ. 22.327.: [1127, 46, 1576, 1300]
article-headline: ΚΑΤΗΡΤΙΣΘΗ ΠΡΟΓΡΑΜΜΑ ΓΕΩΡΓΙΚΩΝ ΕΦ ΡΜΟΓΩΝ ΔΙΑ ΤΗΝ ΒΕΛΤΙΩΣΙΝ ΚΑΙ ΕΝΙΣΧΥΣΙΝ ΤΗΣ ΠΑΡΑΓΩΓΗΣ: [229, 288, 577, 345]
lottery-feature: [587, 462, 1117, 1071]
letter-body: Κύριε Διευθυντά, Ἀπὸ τοῦ ἔτους 1957 ἔχω ὑποβάλει εἰς τὴν Διεύθυνσιν τοῦ ΙΚΑ αἴτησιν διὰ τὴν συνταξιοδότησίν μου, ἀλλὰ μέχρι σήμερον δὲν ἔχει γίνει τίποτε. Κύριε Διευθυντά, Ἀπὸ τοῦ ἔτους 1957 ἔχω ὑποβάλει εἰς τὴν Διεύθυνσιν τοῦ ΙΚΑ αἴτησιν διὰ τὴν συνταξιοδότησίν μου, ἀλλὰ μέχρι σήμερον δὲν ἔχει γίνει τίποτε. Κύριε Διευθυντά, Ἀπὸ τοῦ ἔτους 1957 ἔχω ὑποβάλει εἰς τὴν Διεύθυνσιν τοῦ ΙΚΑ αἴτησιν διὰ τὴν συνταξιοδότησίν μου, ἀλλὰ μέχρι σήμερον δὲν ἔχει γίνει τίποτε.: [20, 1347, 219, 1500]
